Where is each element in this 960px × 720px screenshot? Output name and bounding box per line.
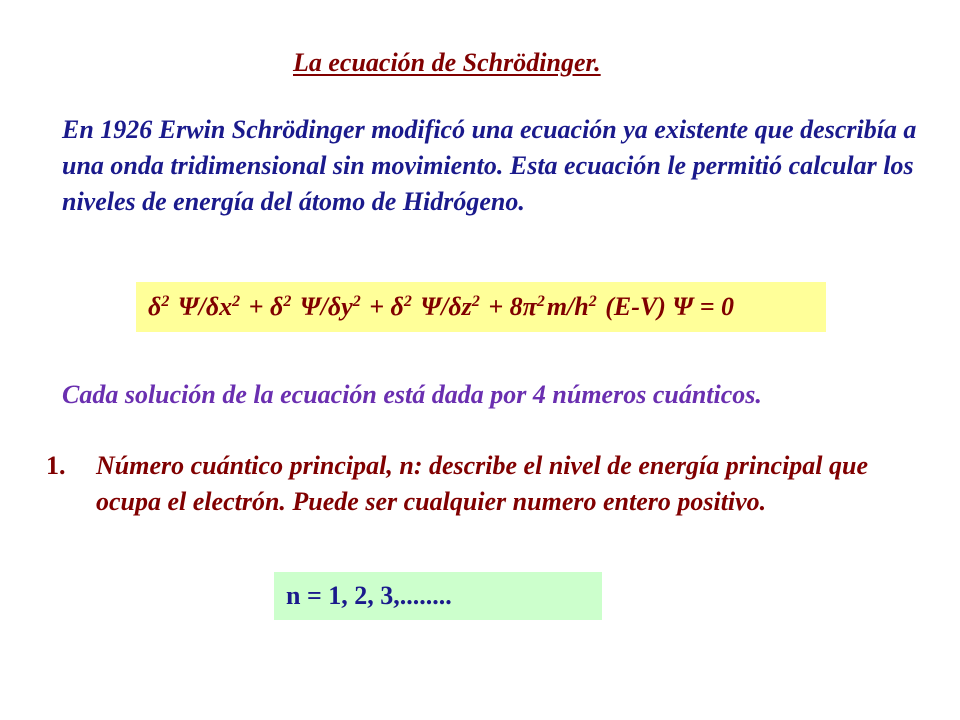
list-item-number: 1. <box>46 451 66 480</box>
eq-exp-1: 2 <box>161 293 170 310</box>
n-values-box: n = 1, 2, 3,........ <box>274 572 602 620</box>
eq-term-3: + δ <box>248 292 284 321</box>
eq-term-6: Ψ/δz <box>420 292 472 321</box>
eq-term-5: + δ <box>369 292 404 321</box>
eq-term-4: Ψ/δy <box>299 292 353 321</box>
eq-term-8: m/h <box>546 292 589 321</box>
slide-title: La ecuación de Schrödinger. <box>293 48 601 77</box>
eq-exp-7: 2 <box>536 293 545 310</box>
eq-term-1: δ <box>148 292 162 321</box>
schrodinger-equation <box>136 282 826 332</box>
eq-exp-6: 2 <box>471 293 480 310</box>
eq-exp-3: 2 <box>283 293 292 310</box>
eq-term-9: (E-V) Ψ = 0 <box>605 292 735 321</box>
list-item-text: Número cuántico principal, n: describe el nivel de energía principal que ocupa el electrón. Puede ser cualquier numero entero positivo. <box>96 451 869 516</box>
eq-exp-2: 2 <box>232 293 241 310</box>
eq-term-2: Ψ/δx <box>177 292 233 321</box>
quantum-number-list <box>46 448 916 520</box>
eq-exp-5: 2 <box>403 293 412 310</box>
intro-paragraph: En 1926 Erwin Schrödinger modificó una ecuación ya existente que describía a una onda tridimensional sin movimiento. Esta ecuación le permitió calcular los niveles de energía del átomo de Hidrógeno. <box>62 115 917 216</box>
eq-term-7: + 8π <box>488 292 537 321</box>
eq-exp-4: 2 <box>352 293 361 310</box>
solutions-text: Cada solución de la ecuación está dada por 4 números cuánticos. <box>62 380 762 409</box>
eq-exp-8: 2 <box>588 293 597 310</box>
